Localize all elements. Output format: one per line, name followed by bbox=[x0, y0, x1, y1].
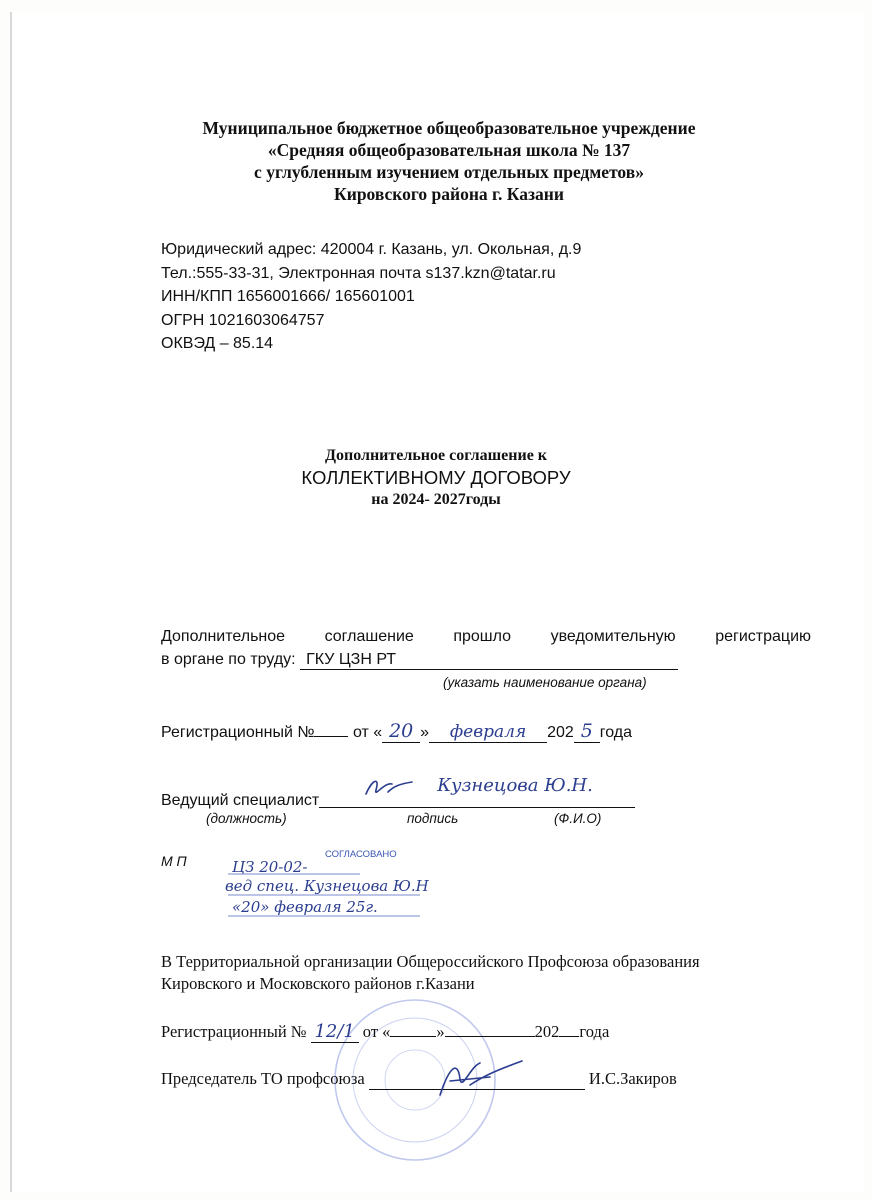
header-line-3: с углубленным изучением отдельных предметов» bbox=[254, 162, 644, 182]
union-reg-label: Регистрационный № bbox=[161, 1022, 307, 1041]
caption-name: (Ф.И.О) bbox=[554, 811, 602, 826]
ogrn: ОГРН 1021603064757 bbox=[161, 311, 325, 329]
approval-stamp-title: СОГЛАСОВАНО bbox=[325, 849, 397, 860]
specialist-signature bbox=[360, 772, 430, 802]
legal-address: Юридический адрес: 420004 г. Казань, ул. Окольная, д.9 bbox=[161, 241, 582, 258]
reg-year-field bbox=[574, 720, 600, 743]
chair-label: Председатель ТО профсоюза bbox=[161, 1069, 365, 1088]
approval-stamp-underlines bbox=[220, 860, 440, 920]
document-title bbox=[0, 445, 872, 511]
labor-organ-hint: (указать наименование органа) bbox=[443, 675, 647, 690]
header-line-1: Муниципальное бюджетное общеобразовательное учреждение bbox=[202, 118, 696, 138]
reg-year-digit: 5 bbox=[580, 720, 593, 742]
okved: ОКВЭД – 85.14 bbox=[161, 335, 274, 352]
union-year-prefix: 202 bbox=[534, 1022, 560, 1041]
header-line-2: «Средняя общеобразовательная школа № 137 bbox=[267, 140, 631, 160]
title-line-2: КОЛЛЕКТИВНОМУ ДОГОВОРУ bbox=[301, 467, 571, 488]
header-line-4: Кировского района г. Казани bbox=[334, 184, 564, 204]
union-line-1: В Территориальной организации Общероссийского Профсоюза образования bbox=[161, 952, 700, 971]
union-day-blank bbox=[390, 1036, 436, 1037]
union-line-2: Кировского и Московского районов г.Казани bbox=[161, 974, 475, 993]
seal-place-label: М П bbox=[161, 853, 187, 869]
registration-number-row: Регистрационный № от « 20 » февраля 202 5 года bbox=[161, 720, 633, 742]
title-line-1: Дополнительное соглашение к bbox=[324, 447, 548, 464]
approval-stamp-line-1: ЦЗ 20-02- bbox=[232, 858, 308, 876]
caption-position: (должность) bbox=[206, 811, 287, 826]
phone-email: Тел.:555-33-31, Электронная почта s137.kzn@tatar.ru bbox=[161, 264, 556, 282]
union-year-blank bbox=[559, 1036, 579, 1037]
contact-block bbox=[161, 238, 581, 356]
approval-stamp-line-3: «20» февраля 25г. bbox=[232, 898, 378, 916]
reg-number-label: Регистрационный № bbox=[161, 724, 315, 741]
labor-organ-field bbox=[300, 651, 678, 670]
union-from-label: от « bbox=[362, 1022, 391, 1041]
labor-organ-row bbox=[161, 651, 678, 670]
reg-year-suffix: года bbox=[599, 724, 633, 741]
specialist-name: Кузнецова Ю.Н. bbox=[437, 775, 593, 796]
chair-name: И.С.Закиров bbox=[588, 1069, 677, 1088]
union-year-suffix: года bbox=[579, 1022, 610, 1041]
reg-number-blank bbox=[314, 736, 348, 737]
reg-month-value: февраля bbox=[449, 722, 527, 742]
reg-month-field bbox=[429, 722, 547, 743]
union-reg-number-field bbox=[311, 1021, 359, 1043]
union-month-blank bbox=[445, 1036, 535, 1037]
reg-day-field bbox=[382, 720, 420, 743]
chair-signature bbox=[430, 1055, 530, 1105]
chair-row bbox=[161, 1069, 677, 1090]
inn-kpp: ИНН/КПП 1656001666/ 165601001 bbox=[161, 288, 415, 305]
labor-organ-label: в органе по труду: bbox=[161, 651, 296, 668]
union-reg-number: 12/1 bbox=[314, 1021, 355, 1042]
union-close-quote: » bbox=[436, 1022, 445, 1041]
approval-stamp-line-2: вед спец. Кузнецова Ю.Н bbox=[225, 877, 429, 895]
reg-year-prefix: 202 bbox=[547, 724, 574, 741]
reg-day-value: 20 bbox=[389, 720, 414, 742]
school-header bbox=[0, 117, 872, 205]
specialist-label: Ведущий специалист bbox=[161, 792, 320, 809]
registration-statement: Дополнительное соглашение прошло уведомительную регистрацию bbox=[161, 628, 811, 645]
union-registration-row bbox=[161, 1021, 609, 1043]
title-line-3: на 2024- 2027годы bbox=[371, 491, 501, 508]
labor-organ-value: ГКУ ЦЗН РТ bbox=[306, 651, 397, 668]
reg-from-label: от « bbox=[352, 724, 383, 741]
caption-signature: подпись bbox=[407, 811, 459, 826]
